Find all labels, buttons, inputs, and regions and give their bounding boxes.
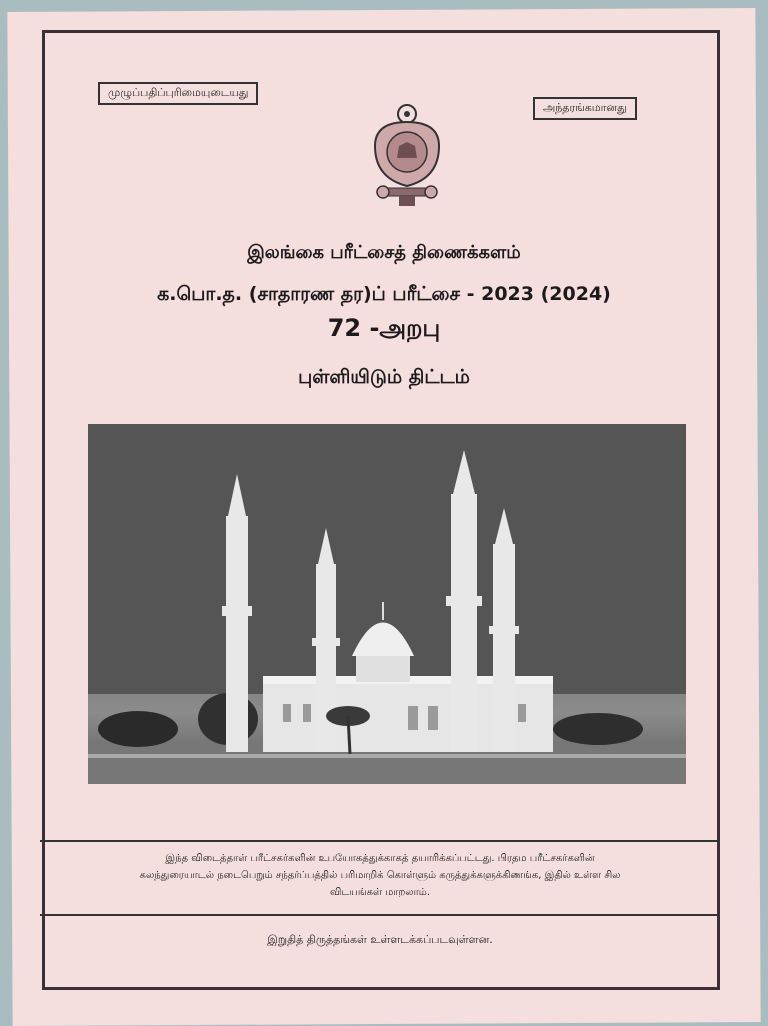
notice-line-2: கலந்துரையாடல் நடைபெறும் சந்தர்ப்பத்தில் பரிமாறிக் கொள்ளும் கருத்துக்களுக்கிணங்க, இதில் உள்ள சில [139, 870, 621, 881]
examiner-notice [40, 840, 720, 916]
mosque-photo [88, 424, 686, 784]
document-type-title: புள்ளியிடும் திட்டம் [298, 366, 470, 388]
mosque-illustration [88, 424, 686, 784]
final-revisions-note: இறுதித் திருத்தங்கள் உள்ளடக்கப்படவுள்ளன. [267, 933, 493, 946]
notice-line-1: இந்த விடைத்தாள் பரீட்சகர்களின் உபயோகத்துக்காகத் தயாரிக்கப்பட்டது. பிரதம பரீட்சகர்களின் [165, 853, 595, 864]
department-title: இலங்கை பரீட்சைத் திணைக்களம் [247, 242, 521, 263]
exam-title: க.பொ.த. (சாதாரண தர)ப் பரீட்சை - 2023 (2024) [157, 283, 611, 305]
subject-title: 72 -அறபு [327, 314, 441, 342]
sri-lanka-emblem-icon [365, 100, 449, 208]
notice-line-3: விடயங்கள் மாறலாம். [329, 887, 431, 898]
confidential-tag: அந்தரங்கமானது [533, 97, 637, 120]
copyright-tag: முழுப்பதிப்புரிமையுடையது [98, 82, 258, 105]
